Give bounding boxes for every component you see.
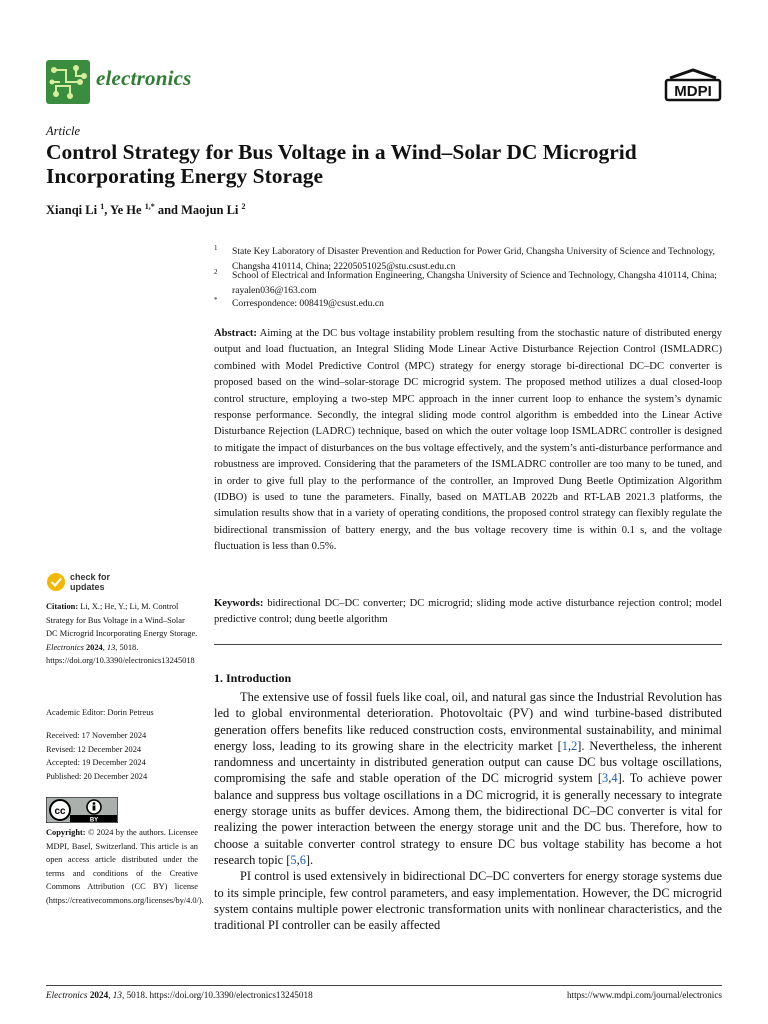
mdpi-logo-text: MDPI: [674, 83, 712, 100]
section-divider: [214, 644, 722, 645]
citation-text: Li, X.; He, Y.; Li, M. Control Strategy for Bus Voltage in a Wind–Solar DC Microgrid Incorporating Energy Storage.: [46, 602, 198, 638]
date-published: Published: 20 December 2024: [46, 771, 148, 781]
paragraph-text: ]. To achieve power balance and suppress bus voltage oscillations in a DC microgrid, it is generally necessary to integrate energy storage units as buffer devices. Among them, the bidirectional DC–DC converter is vital for realizing the power interaction between the energy storage unit and the DC bus. Therefore, how to choose a suitable converter control strategy to ensure DC bus voltage stability has become a hot research topic [: [214, 771, 722, 867]
author-name[interactable]: Maojun Li: [181, 203, 239, 218]
cc-by-license-icon[interactable]: [46, 797, 118, 823]
author-affiliation-mark: 2: [241, 202, 246, 211]
date-revised: Revised: 12 December 2024: [46, 744, 142, 754]
check-for-updates-line2: updates: [70, 581, 105, 592]
correspondence-text: Correspondence: 008419@csust.edu.cn: [232, 298, 384, 309]
affiliation-text: State Key Laboratory of Disaster Prevention and Reduction for Power Grid, Changsha University of Science and Technology, Changsha 410114, China; 22205051025@stu.csust.edu.cn: [232, 246, 715, 272]
check-for-updates-icon[interactable]: [46, 572, 66, 592]
article-title: Control Strategy for Bus Voltage in a Wind–Solar DC Microgrid Incorporating Energy Storage: [46, 140, 637, 188]
affiliation-number: 1: [214, 244, 218, 252]
citation-journal: Electronics: [46, 642, 84, 652]
paragraph-text: The extensive use of fossil fuels like coal, oil, and natural gas since the Industrial Revolution has led to global environmental deterioration. Photovoltaic (PV) and wind turbine-based distributed generation offers benefits like reduced construction costs, environmental sustainability, and minimal energy loss, leading to its growing share in the electricity market [: [214, 690, 722, 753]
author-list: [46, 202, 246, 218]
citation-doi-link[interactable]: , 5018. https://doi.org/10.3390/electronics13245018: [46, 642, 195, 665]
citation-year: 2024: [85, 642, 103, 652]
paragraph: PI control is used extensively in bidirectional DC–DC converters for energy storage systems due to its simple principle, few control parameters, and easy implementation. However, the DC microgrid system contains multiple power electronic transformation units with nonlinear characteristics, and the traditional PI controller can be easily affected: [214, 869, 722, 933]
article-type: Article: [46, 124, 81, 138]
author-separator: and: [154, 203, 182, 218]
copyright-label: Copyright:: [46, 828, 86, 837]
abstract: [214, 326, 722, 556]
author-name[interactable]: Ye He: [109, 203, 142, 218]
citation-link[interactable]: 6: [299, 852, 306, 867]
paragraph-text: ]. Nevertheless, the inherent randomness and uncertainty in distributed generation output can cause DC bus voltage oscillations, compromising the safe and stable operation of the DC microgrid system [: [214, 738, 723, 786]
paragraph: [214, 689, 722, 868]
abstract-text: Aiming at the DC bus voltage instability problem resulting from the stochastic nature of distributed energy output and load fluctuation, an Integral Sliding Mode Linear Active Disturbance Rejection Control (ISMLADRC) combined with Model Predictive Control (MPC) strategy for energy storage bi-directional DC–DC converter is proposed based on the wind–solar-storage DC microgrid system. The proposed method utilizes a dual closed-loop control structure, employing a two-step MPC approach in the inner current loop to enhance the system’s dynamic response performance. Secondly, the integral sliding mode control algorithm is embedded into the Linear Active Disturbance Rejection (LADRC) technique, based on which the outer voltage loop ISMLADRC controller is designed to mitigate the impact of disturbances on the bus voltage effectively, and the system’s anti-disturbance performance and robustness are improved. Considering that the parameters of the ISMLADRC controller are too many to be tuned, and in order to give full play to the performance of the controller, an Improved Dung Beetle Optimization Algorithm (IDBO) is used to tune the parameters. Finally, based on MATLAB 2022b and RT-LAB 2021.3 platforms, the simulation results show that in a variety of operating conditions, the proposed control strategy can flexibly regulate the bidirectional transmission of battery energy, and the bus voltage recovery time is within 0.1 s, and the voltage fluctuation is less than 0.5%.: [214, 328, 722, 553]
citation-label: Citation:: [46, 602, 79, 611]
footer-divider: [46, 985, 722, 986]
cc-by-label: BY: [89, 817, 99, 823]
citation-link[interactable]: 2: [571, 738, 578, 753]
citation-separator: ,: [567, 738, 572, 753]
citation-volume: 13: [106, 642, 116, 652]
citation-separator: ,: [608, 771, 612, 786]
copyright-block: [46, 826, 204, 907]
citation-block: Citation: Li, X.; He, Y.; Li, M. Control Strategy for Bus Voltage in a Wind–Solar DC Microgrid Incorporating Energy Storage. Electronics 2024, 13, 5018. https://doi.org/10.3390/electronics13245018: [46, 602, 198, 665]
affiliation-number: 2: [214, 268, 218, 276]
journal-name: electronics: [96, 66, 192, 90]
correspondence: [214, 296, 734, 311]
keywords-label: Keywords:: [214, 598, 264, 609]
footer-citation: Electronics 2024, 13, 5018. https://doi.org/10.3390/electronics13245018: [46, 990, 313, 1000]
copyright-text: © 2024 by the authors. Licensee MDPI, Basel, Switzerland. This article is an open access article distributed under the terms and conditions of the Creative Commons Attribution (CC BY) license (https://creativecommons.org/licenses/by/4.0/).: [46, 828, 204, 905]
check-for-updates-line1: check for: [70, 572, 111, 582]
citation-link[interactable]: 4: [611, 771, 618, 786]
affiliation-number: *: [214, 296, 218, 304]
footer-year: 2024: [89, 990, 109, 1000]
affiliation-text: School of Electrical and Information Engineering, Changsha University of Science and Technology, Changsha 410114, China; rayalen036@163.com: [232, 270, 717, 296]
citation-link[interactable]: 1: [561, 738, 568, 753]
section-heading: 1. Introduction: [214, 671, 292, 685]
author-name[interactable]: Xianqi Li: [46, 203, 98, 218]
footer-doi-link[interactable]: , 5018. https://doi.org/10.3390/electronics13245018: [121, 990, 313, 1000]
publication-dates: [46, 729, 198, 783]
date-received: Received: 17 November 2024: [46, 731, 147, 740]
paragraph-text: ].: [305, 852, 314, 867]
author-affiliation-mark: 1: [100, 202, 105, 211]
introduction-body: [214, 689, 722, 933]
author-separator: ,: [104, 203, 110, 218]
footer-volume: 13: [112, 990, 122, 1000]
keywords-text: bidirectional DC–DC converter; DC microgrid; sliding mode active disturbance rejection control; model predictive control; dung beetle algorithm: [214, 598, 722, 626]
citation-link[interactable]: 5: [290, 852, 297, 867]
citation-separator: ,: [296, 852, 300, 867]
keywords: [214, 596, 722, 629]
check-for-updates-button[interactable]: [70, 573, 110, 592]
date-accepted: Accepted: 19 December 2024: [46, 758, 146, 767]
author-affiliation-mark: 1,*: [144, 202, 155, 211]
citation-link[interactable]: 3: [602, 771, 609, 786]
footer-journal-url[interactable]: https://www.mdpi.com/journal/electronics: [566, 990, 722, 1000]
academic-editor: Academic Editor: Dorin Petreus: [46, 708, 154, 717]
svg-text:cc: cc: [54, 806, 66, 817]
abstract-label: Abstract:: [214, 328, 257, 339]
journal-logo-icon: [46, 60, 90, 104]
affiliation: [214, 268, 734, 298]
mdpi-logo-icon: [664, 68, 722, 102]
footer-journal: Electronics: [46, 990, 88, 1000]
